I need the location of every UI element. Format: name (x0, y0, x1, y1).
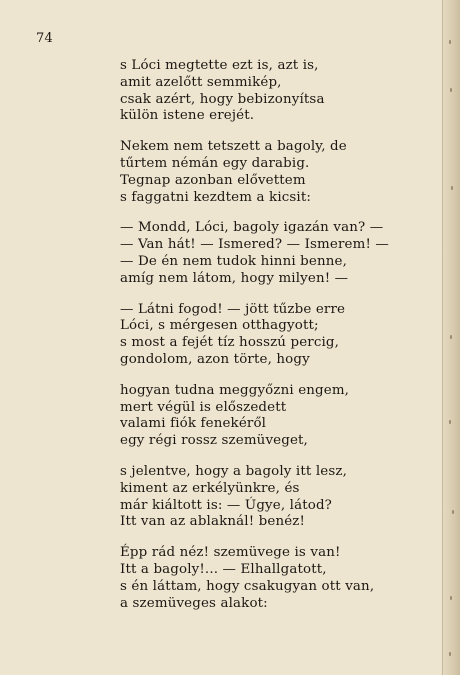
paper-speck (450, 596, 452, 600)
paper-speck (449, 652, 451, 656)
poem-line: — Látni fogod! — jött tűzbe erre (120, 301, 346, 317)
poem-line: Tegnap azonban elővettem (120, 172, 306, 188)
poem-line: — Mondd, Lóci, bagoly igazán van? — (120, 220, 384, 236)
poem-line: mert végül is előszedett (120, 399, 287, 415)
paper-speck (452, 510, 454, 514)
stanza (120, 139, 420, 206)
poem-line: gondolom, azon törte, hogy (120, 351, 310, 367)
poem-line: a szemüveges alakot: (120, 595, 268, 611)
stanza (120, 545, 420, 612)
stanza (120, 220, 420, 287)
stanza (120, 302, 420, 369)
poem-line: s most a fejét tíz hosszú percig, (120, 335, 340, 351)
poem-line: kiment az erkélyünkre, és (120, 480, 300, 496)
poem-line: s faggatni kezdtem a kicsit: (120, 189, 312, 205)
paper-speck (450, 335, 452, 339)
stanza (120, 58, 420, 125)
poem-line: Itt a bagoly!... — Elhallgatott, (120, 561, 327, 577)
poem-line: amíg nem látom, hogy milyen! — (120, 270, 349, 286)
stanza (120, 464, 420, 531)
poem-line: — De én nem tudok hinni benne, (120, 253, 348, 269)
poem-line: Épp rád néz! szemüvege is van! (120, 545, 341, 561)
poem-line: amit azelőtt semmikép, (120, 74, 282, 90)
poem-line: s jelentve, hogy a bagoly itt lesz, (120, 463, 347, 479)
poem-line: — Van hát! — Ismered? — Ismerem! — (120, 237, 389, 253)
page-edge-divider (442, 0, 443, 675)
poem-line: Lóci, s mérgesen otthagyott; (120, 318, 319, 334)
poem-line: külön istene erejét. (120, 108, 255, 124)
page-number: 74 (36, 31, 53, 46)
paper-speck (451, 186, 453, 190)
poem-line: már kiáltott is: — Úgye, látod? (120, 497, 333, 513)
paper-speck (449, 40, 451, 44)
poem-body (120, 58, 420, 626)
poem-line: s Lóci megtette ezt is, azt is, (120, 58, 319, 73)
stanza (120, 383, 420, 450)
poem-line: Itt van az ablaknál! benéz! (120, 514, 306, 530)
poem-line: csak azért, hogy bebizonyítsa (120, 91, 325, 107)
poem-line: valami fiók fenekéről (120, 416, 267, 432)
poem-line: hogyan tudna meggyőzni engem, (120, 382, 350, 398)
paper-speck (449, 420, 451, 424)
paper-speck (450, 88, 452, 92)
poem-line: tűrtem némán egy darabig. (120, 155, 310, 171)
poem-line: s én láttam, hogy csakugyan ott van, (120, 578, 375, 594)
poem-line: Nekem nem tetszett a bagoly, de (120, 139, 347, 155)
poem-line: egy régi rossz szemüveget, (120, 433, 308, 449)
